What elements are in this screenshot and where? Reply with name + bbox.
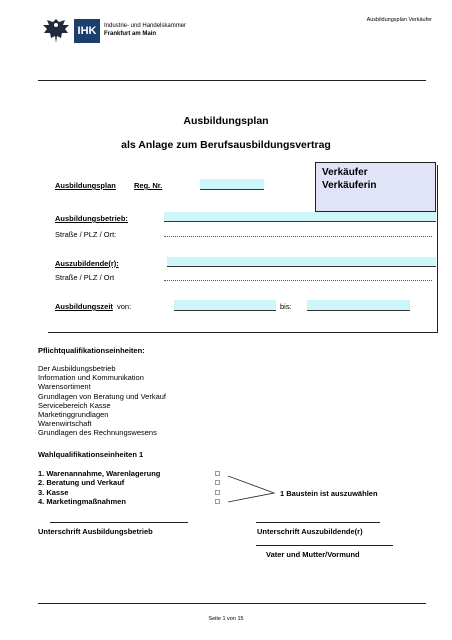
profession-line-2: Verkäuferin xyxy=(322,180,377,191)
elective-note: 1 Baustein ist auszuwählen xyxy=(280,489,378,498)
elective-checkbox[interactable] xyxy=(215,490,220,495)
logo-text: IHK xyxy=(77,25,97,37)
mandatory-item: Grundlagen von Beratung und Verkauf xyxy=(38,391,167,401)
company-address-field[interactable] xyxy=(164,236,432,237)
eagle-icon xyxy=(38,16,74,46)
plan-label: Ausbildungsplan xyxy=(55,181,116,190)
mandatory-item: Warenwirtschaft xyxy=(38,419,92,429)
trainee-signature-label: Unterschrift Auszubildende(r) xyxy=(257,527,363,536)
from-label: von: xyxy=(117,302,132,311)
company-label: Ausbildungsbetrieb: xyxy=(55,214,128,223)
mandatory-item: Grundlagen des Rechnungswesens xyxy=(38,428,157,438)
period-label: Ausbildungszeit xyxy=(55,302,113,311)
org-line-1: Industrie- und Handelskammer xyxy=(104,23,187,29)
guardian-signature-label: Vater und Mutter/Vormund xyxy=(266,550,360,559)
to-label: bis: xyxy=(280,302,292,311)
reg-number-field[interactable] xyxy=(200,179,264,190)
header-rule xyxy=(38,80,426,81)
elective-checkbox[interactable] xyxy=(215,471,220,476)
profession-box xyxy=(315,162,436,212)
trainee-signature-line[interactable] xyxy=(256,522,380,523)
profession-line-1: Verkäufer xyxy=(322,167,368,178)
mandatory-item: Servicebereich Kasse xyxy=(38,400,111,410)
elective-checkbox[interactable] xyxy=(215,480,220,485)
elective-checkbox[interactable] xyxy=(215,499,220,504)
mandatory-item: Information und Kommunikation xyxy=(38,373,144,383)
elective-item: 2. Beratung und Verkauf xyxy=(38,478,125,488)
period-row xyxy=(55,302,131,311)
running-title: Ausbildungsplan Verkäufer xyxy=(366,17,432,23)
mandatory-item: Warensortiment xyxy=(38,382,91,392)
page-title: Ausbildungsplan xyxy=(183,115,269,127)
page-subtitle: als Anlage zum Berufsausbildungsvertrag xyxy=(121,139,331,151)
elective-item: 3. Kasse xyxy=(38,487,69,497)
org-line-2: Frankfurt am Main xyxy=(104,31,157,37)
address-label-2: Straße / PLZ / Ort xyxy=(55,273,115,282)
elective-item: 1. Warenannahme, Warenlagerung xyxy=(38,469,161,478)
period-from-field[interactable] xyxy=(174,300,276,311)
elective-list xyxy=(38,469,160,506)
reg-label: Reg. Nr. xyxy=(134,181,163,190)
elective-item: 4. Marketingmaßnahmen xyxy=(38,496,126,506)
mandatory-list xyxy=(38,364,166,438)
trainee-field[interactable] xyxy=(167,257,436,267)
ihk-logo xyxy=(38,16,188,46)
company-signature-label: Unterschrift Ausbildungsbetrieb xyxy=(38,527,153,536)
mandatory-item: Marketinggrundlagen xyxy=(38,410,109,420)
selection-bracket xyxy=(228,474,276,504)
ihk-badge xyxy=(74,19,100,43)
guardian-signature-line[interactable] xyxy=(256,545,393,546)
period-to-field[interactable] xyxy=(307,300,410,311)
company-field[interactable] xyxy=(164,212,436,222)
footer-rule xyxy=(38,603,426,604)
mandatory-item: Der Ausbildungsbetrieb xyxy=(38,364,116,373)
elective-heading: Wahlqualifikationseinheiten 1 xyxy=(38,450,144,459)
mandatory-heading: Pflichtqualifikationseinheiten: xyxy=(38,346,145,355)
address-label-1: Straße / PLZ / Ort: xyxy=(55,230,117,239)
page-number: Seite 1 von 15 xyxy=(208,616,244,622)
trainee-address-field[interactable] xyxy=(164,280,432,281)
company-signature-line[interactable] xyxy=(50,522,188,523)
trainee-label: Auszubildende(r): xyxy=(55,259,119,268)
